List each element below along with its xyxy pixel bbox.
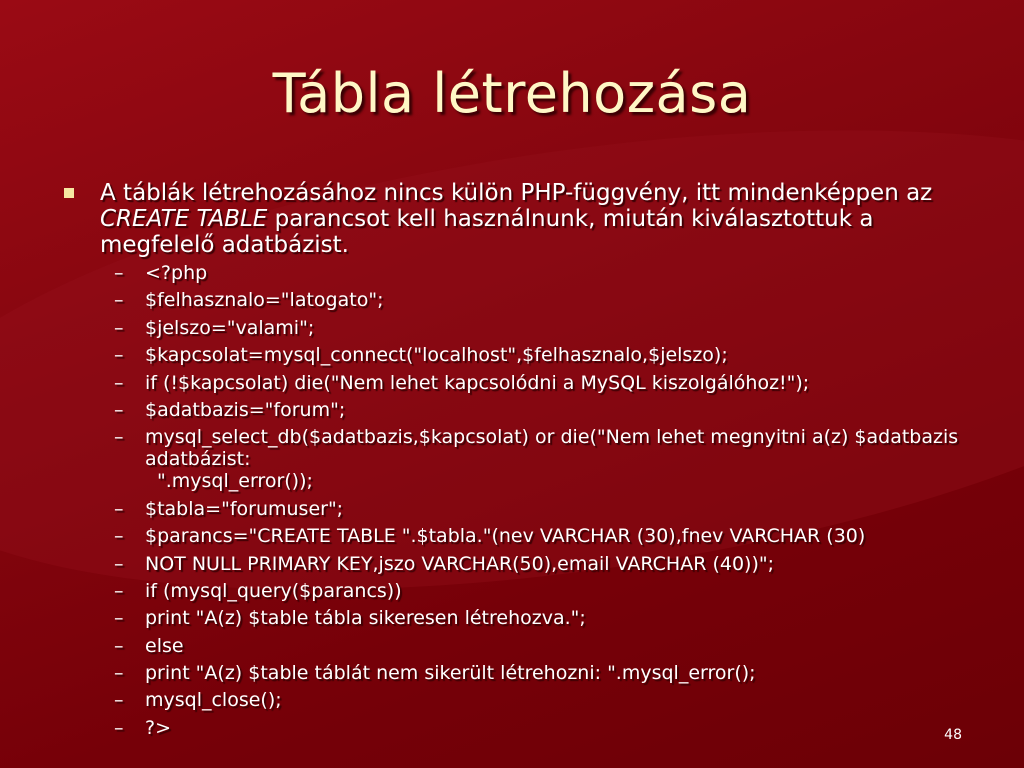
code-line-text: <?php [145,262,208,284]
slide-body [60,180,960,744]
code-line-text: if (mysql_query($parancs)) [145,579,402,602]
dash-marker: – [114,662,124,685]
code-line-text: if (!$kapcsolat) die("Nem lehet kapcsolódni a MySQL kiszolgálóhoz!"); [145,371,810,394]
code-line-text: mysql_select_db($adatbazis,$kapcsolat) or die("Nem lehet megnyitni a(z) $adatbazis adatbázist: [145,426,959,471]
code-line-text: $felhasznalo="latogato"; [145,289,384,312]
code-line [60,553,960,575]
code-line [60,662,960,684]
dash-marker: – [114,634,124,657]
code-line [60,525,960,547]
code-line-text: NOT NULL PRIMARY KEY,jszo VARCHAR(50),email VARCHAR (40))"; [145,552,775,575]
dash-marker: – [114,398,124,421]
dash-marker: – [114,344,124,367]
bullet-text-after: parancsot kell használnunk, miután kiválasztottuk a megfelelő adatbázist. [100,206,874,258]
code-line-text: $adatbazis="forum"; [145,398,346,421]
page-number: 48 [944,727,962,743]
dash-marker: – [114,497,124,520]
code-line [60,580,960,602]
code-line-continuation: ".mysql_error()); [157,470,313,493]
code-line [60,689,960,711]
square-bullet-icon [64,188,74,198]
dash-marker: – [114,716,124,739]
dash-marker: – [114,525,124,548]
code-line [60,344,960,366]
code-line-text: print "A(z) $table táblát nem sikerült létrehozni: ".mysql_error(); [145,662,756,685]
dash-marker: – [114,262,124,284]
code-line [60,498,960,520]
code-line-text: print "A(z) $table tábla sikeresen létrehozva."; [145,607,586,630]
code-line [60,717,960,739]
code-line [60,317,960,339]
code-line-text: ?> [145,716,172,739]
code-line [60,262,960,284]
code-line-text: $jelszo="valami"; [145,316,315,339]
dash-marker: – [114,607,124,630]
code-list [60,262,960,739]
dash-marker: – [114,371,124,394]
dash-marker: – [114,316,124,339]
code-line-text: $tabla="forumuser"; [145,497,344,520]
code-line [60,289,960,311]
code-line [60,635,960,657]
dash-marker: – [114,689,124,712]
dash-marker: – [114,426,124,449]
code-line [60,399,960,421]
code-line [60,372,960,394]
code-line-text: mysql_close(); [145,689,282,712]
code-line-text: $kapcsolat=mysql_connect("localhost",$felhasznalo,$jelszo); [145,344,728,367]
bullet-text-before: A táblák létrehozásához nincs külön PHP-függvény, itt mindenképpen az [100,180,933,206]
code-line-text: else [145,634,184,657]
dash-marker: – [114,552,124,575]
dash-marker: – [114,289,124,312]
code-line [60,426,960,492]
dash-marker: – [114,579,124,602]
bullet-text-italic: CREATE TABLE [100,206,268,232]
main-bullet [60,180,960,258]
slide-title: Tábla létrehozása [272,62,752,125]
code-line [60,607,960,629]
code-line-text: $parancs="CREATE TABLE ".$tabla."(nev VARCHAR (30),fnev VARCHAR (30) [145,525,866,548]
